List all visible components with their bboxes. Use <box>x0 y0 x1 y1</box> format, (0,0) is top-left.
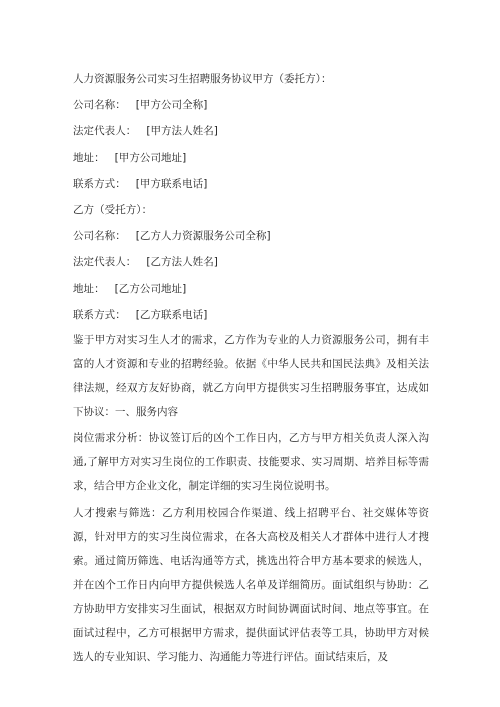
party-b-rep-label: 法定代表人： <box>73 256 137 269</box>
party-a-address-value: [甲方公司地址] <box>114 151 187 164</box>
party-a-company-row <box>73 92 429 118</box>
party-b-address-value: [乙方公司地址] <box>114 282 187 295</box>
document-body <box>73 66 429 671</box>
party-a-company-value: [甲方公司全称] <box>135 99 208 112</box>
party-b-company-label: 公司名称： <box>73 230 126 243</box>
preamble-paragraph: 鉴于甲方对实习生人才的需求，乙方作为专业的人力资源服务公司，拥有丰富的人才资源和专业的招聘经验。依据《中华人民共和国民法典》及相关法律法规，经双方友好协商，就乙方向甲方提供实习生招聘服务事宜，达成如下协议：一、服务内容 <box>73 333 429 419</box>
party-a-rep-label: 法定代表人： <box>73 125 137 138</box>
talent-search-paragraph: 人才搜索与筛选：乙方利用校园合作渠道、线上招聘平台、社交媒体等资源，针对甲方的实习生岗位需求，在各大高校及相关人才群体中进行人才搜索。通过简历筛选、电话沟通等方式，挑选出符合甲方基本要求的候选人，并在凶个工作日内向甲方提供候选人名单及详细简历。面试组织与协助：乙方协助甲方安排实习生面试，根据双方时间协调面试时间、地点等事宜。在面试过程中，乙方可根据甲方需求，提供面试评估表等工具，协助甲方对候选人的专业知识、学习能力、沟通能力等进行评估。面试结束后，及 <box>73 506 429 664</box>
party-a-address-label: 地址： <box>73 151 105 164</box>
party-a-rep-value: [甲方法人姓名] <box>146 125 218 138</box>
party-a-company-label: 公司名称： <box>73 99 126 112</box>
party-a-contact-label: 联系方式： <box>73 177 126 190</box>
party-b-contact-row <box>73 302 429 328</box>
party-b-address-row <box>73 276 429 302</box>
party-b-address-label: 地址： <box>73 282 105 295</box>
party-a-contact-value: [甲方联系电话] <box>135 177 208 190</box>
party-b-contact-value: [乙方联系电话] <box>135 308 208 321</box>
party-b-rep-row <box>73 249 429 275</box>
job-analysis-paragraph: 岗位需求分析：协议签订后的凶个工作日内，乙方与甲方相关负责人深入沟通,了解甲方对实习生岗位的工作职责、技能要求、实习周期、培养目标等需求，结合甲方企业文化，制定详细的实习生岗位说明书。 <box>73 432 429 493</box>
party-a-contact-row <box>73 171 429 197</box>
party-b-company-row <box>73 223 429 249</box>
party-b-contact-label: 联系方式： <box>73 308 126 321</box>
party-b-heading: 乙方（受托方）： <box>73 203 153 216</box>
document-title: 人力资源服务公司实习生招聘服务协议甲方（委托方）： <box>73 73 332 85</box>
party-b-company-value: [乙方人力资源服务公司全称] <box>135 230 271 243</box>
party-b-rep-value: [乙方法人姓名] <box>146 256 218 269</box>
party-a-rep-row <box>73 118 429 144</box>
party-a-address-row <box>73 145 429 171</box>
